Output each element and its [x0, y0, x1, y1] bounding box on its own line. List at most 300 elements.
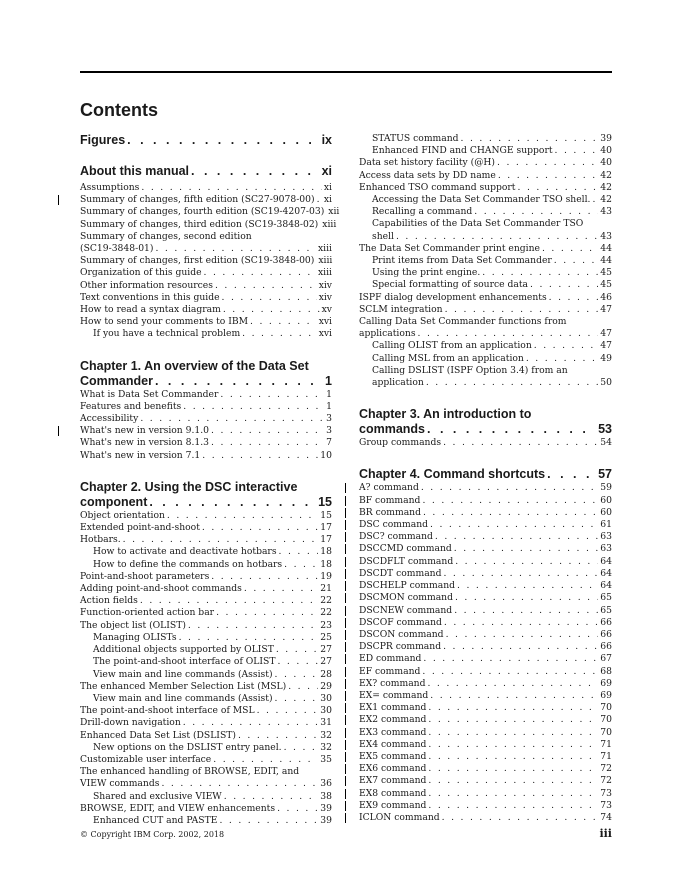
toc-entry-changed[interactable]: [359, 678, 612, 690]
toc-page: 15: [318, 494, 332, 509]
toc-leader: [428, 763, 598, 775]
toc-page: xi: [323, 194, 332, 206]
toc-entry-text: How to activate and deactivate hotbars: [93, 546, 277, 558]
toc-entry-text: What's new in version 8.1.3: [80, 437, 210, 449]
toc-entry-text: View main and line commands (Assist): [93, 668, 273, 680]
toc-entry-changed[interactable]: [359, 617, 612, 629]
toc-heading-chapter4[interactable]: [359, 467, 612, 482]
toc-entry[interactable]: [80, 413, 332, 425]
toc-page: 74: [600, 811, 612, 823]
toc-entry[interactable]: [80, 705, 332, 717]
toc-entry-text: EX4 command: [359, 738, 427, 750]
toc-page: 60: [600, 506, 612, 518]
toc-entry[interactable]: [80, 510, 332, 522]
toc-entry-changed[interactable]: [359, 543, 612, 555]
toc-entry[interactable]: [80, 437, 332, 449]
toc-subentry[interactable]: [359, 377, 612, 389]
toc-entry-text: Accessing the Data Set Commander TSO shell.: [372, 194, 591, 206]
toc-entry-changed[interactable]: [359, 605, 612, 617]
toc-entry-text: DSCDFLT command: [359, 555, 454, 567]
toc-entry[interactable]: [80, 243, 332, 255]
toc-heading-label: commands: [359, 422, 425, 437]
toc-entry[interactable]: [80, 681, 332, 693]
toc-entry[interactable]: [80, 292, 332, 304]
toc-entry-changed[interactable]: [359, 531, 612, 543]
toc-entry-text: What is Data Set Commander: [80, 388, 219, 400]
toc-entry-changed[interactable]: [359, 702, 612, 714]
toc-leader: [155, 243, 316, 255]
toc-entry-text: Accessibility: [80, 413, 139, 425]
toc-entry[interactable]: [80, 607, 332, 619]
toc-page: 32: [320, 741, 332, 753]
toc-entry-text: DSCOF command: [359, 616, 442, 628]
toc-entry-line1[interactable]: The enhanced handling of BROWSE, EDIT, and: [80, 766, 300, 778]
toc-entry[interactable]: [80, 803, 332, 815]
toc-page: 69: [600, 677, 612, 689]
toc-leader: [454, 543, 599, 555]
toc-leader: [455, 556, 598, 568]
toc-entry-text: Drill-down navigation: [80, 717, 181, 729]
toc-page: 71: [600, 738, 612, 750]
toc-leader: [518, 182, 599, 194]
toc-entry-text: EX2 command: [359, 714, 427, 726]
toc-page: 15: [320, 509, 332, 521]
toc-leader: [183, 401, 324, 413]
toc-leader: [443, 568, 598, 580]
toc-page: 17: [320, 534, 332, 546]
toc-page: 54: [600, 437, 612, 449]
toc-leader: [191, 164, 320, 179]
toc-leader: [211, 437, 324, 449]
toc-entry-text: Organization of this guide: [80, 267, 202, 279]
toc-leader: [317, 194, 322, 206]
toc-entry-line1[interactable]: Capabilities of the Data Set Commander TSO: [372, 218, 584, 230]
toc-subentry[interactable]: [359, 145, 612, 157]
toc-leader: [592, 194, 598, 206]
toc-page: 66: [600, 628, 612, 640]
toc-page: 36: [320, 778, 332, 790]
toc-entry-text: EX= command: [359, 689, 429, 701]
toc-page: 25: [320, 631, 332, 643]
toc-entry-text: Features and benefits: [80, 400, 182, 412]
toc-entry-line1[interactable]: Summary of changes, second edition: [80, 230, 252, 242]
toc-entry-text: EX3 command: [359, 726, 427, 738]
toc-page: ix: [321, 133, 332, 147]
toc-entry[interactable]: [80, 583, 332, 595]
toc-page: 73: [600, 787, 612, 799]
toc-entry[interactable]: [359, 170, 612, 182]
toc-entry-text: Summary of changes, first edition (SC19-3848-00): [80, 255, 315, 267]
toc-entry-changed[interactable]: [359, 739, 612, 751]
toc-page: 35: [320, 753, 332, 765]
toc-entry[interactable]: [80, 522, 332, 534]
toc-entry[interactable]: [80, 754, 332, 766]
toc-entry-text: Managing OLISTs: [93, 631, 177, 643]
toc-page: 50: [600, 377, 612, 389]
toc-entry-changed[interactable]: [359, 556, 612, 568]
toc-chapter3-title-line1[interactable]: Chapter 3. An introduction to: [359, 407, 532, 422]
toc-entry-text: DSCON command: [359, 628, 444, 640]
toc-page: 1: [326, 388, 332, 400]
toc-subentry[interactable]: [359, 267, 612, 279]
toc-entry-text: Enhanced Data Set List (DSLIST): [80, 729, 236, 741]
toc-leader: [497, 157, 598, 169]
toc-entry-changed[interactable]: [80, 425, 332, 437]
toc-page: 70: [600, 714, 612, 726]
toc-page: 18: [320, 546, 332, 558]
toc-entry-text: DSCMON command: [359, 592, 453, 604]
toc-entry-text: Text conventions in this guide: [80, 291, 220, 303]
toc-subentry[interactable]: [80, 693, 332, 705]
toc-page: 65: [600, 604, 612, 616]
toc-page: 47: [600, 328, 612, 340]
toc-leader: [183, 717, 319, 729]
toc-page: 63: [600, 531, 612, 543]
toc-entry-text: STATUS command: [372, 133, 459, 144]
toc-leader: [188, 620, 318, 632]
toc-entry-changed[interactable]: [359, 727, 612, 739]
toc-heading-label: About this manual: [80, 164, 190, 178]
toc-page: 45: [600, 279, 612, 291]
toc-heading-chapter3[interactable]: [359, 422, 612, 437]
toc-subentry[interactable]: [80, 559, 332, 571]
toc-leader: [238, 730, 318, 742]
toc-leader: [422, 495, 598, 507]
toc-subentry[interactable]: [80, 644, 332, 656]
toc-page: 43: [600, 230, 612, 242]
toc-entry-changed[interactable]: [359, 788, 612, 800]
toc-entry-changed[interactable]: [359, 690, 612, 702]
toc-leader: [223, 304, 320, 316]
toc-entry-text: If you have a technical problem: [93, 328, 241, 340]
toc-page: 67: [600, 653, 612, 665]
toc-chapter2-title-line1[interactable]: Chapter 2. Using the DSC interactive: [80, 479, 298, 494]
toc-page: 64: [600, 580, 612, 592]
toc-leader: [123, 534, 319, 546]
toc-entry-text: Enhanced FIND and CHANGE support: [372, 145, 553, 157]
toc-page: 39: [600, 133, 612, 144]
toc-entry-text: The Data Set Commander print engine: [359, 242, 540, 254]
toc-leader: [276, 644, 318, 656]
toc-page: xi: [323, 182, 332, 193]
toc-leader: [167, 510, 318, 522]
toc-entry-changed[interactable]: [359, 763, 612, 775]
toc-entry-text: DSC command: [359, 519, 428, 531]
toc-entry[interactable]: [80, 389, 332, 401]
toc-entry[interactable]: [359, 157, 612, 169]
toc-leader: [421, 482, 598, 494]
toc-entry-line1[interactable]: Calling Data Set Commander functions from: [359, 316, 567, 328]
toc-subentry[interactable]: [80, 742, 332, 754]
toc-entry[interactable]: [80, 571, 332, 583]
toc-page: 7: [326, 437, 332, 449]
toc-entry-text: Data set history facility (@H): [359, 157, 496, 169]
toc-page: 17: [320, 522, 332, 534]
toc-right-column: [359, 133, 612, 824]
toc-leader: [141, 182, 322, 194]
toc-entry-changed[interactable]: [359, 653, 612, 665]
toc-heading-label: component: [80, 494, 148, 509]
toc-subentry[interactable]: [359, 133, 612, 145]
toc-leader: [430, 690, 598, 702]
toc-leader: [428, 727, 598, 739]
toc-entry[interactable]: [80, 717, 332, 729]
toc-entry[interactable]: [80, 730, 332, 742]
toc-subentry[interactable]: [80, 328, 332, 340]
toc-subentry[interactable]: [359, 206, 612, 218]
toc-subentry[interactable]: [359, 255, 612, 267]
toc-page: 42: [600, 169, 612, 181]
toc-leader: [427, 422, 596, 437]
toc-entry-text: A? command: [359, 482, 419, 494]
toc-entry[interactable]: [80, 778, 332, 790]
toc-entry-text: EX8 command: [359, 787, 427, 799]
toc-entry[interactable]: [80, 304, 332, 316]
toc-entry[interactable]: [359, 243, 612, 255]
toc-entry-text: Object orientation: [80, 509, 165, 521]
toc-leader: [220, 389, 324, 401]
toc-page: 1: [325, 373, 332, 388]
toc-page: 64: [600, 555, 612, 567]
toc-leader: [547, 467, 596, 482]
toc-page: 53: [598, 422, 612, 437]
toc-entry-changed[interactable]: [359, 482, 612, 494]
toc-leader: [202, 450, 318, 462]
toc-leader: [211, 571, 318, 583]
toc-entry-text: Customizable user interface: [80, 753, 212, 765]
toc-entry[interactable]: [359, 182, 612, 194]
toc-leader: [457, 580, 598, 592]
toc-leader: [443, 437, 598, 449]
page-number: iii: [599, 827, 612, 840]
toc-leader: [422, 666, 598, 678]
toc-subentry[interactable]: [359, 340, 612, 352]
toc-leader: [279, 546, 319, 558]
toc-entry-changed[interactable]: [359, 495, 612, 507]
toc-entry-changed[interactable]: [80, 194, 332, 206]
toc-leader: [534, 340, 599, 352]
toc-page: 28: [320, 668, 332, 680]
toc-entry-changed[interactable]: [359, 800, 612, 812]
toc-heading-chapter1[interactable]: [80, 374, 332, 389]
toc-leader: [396, 231, 598, 243]
toc-page: 23: [320, 619, 332, 631]
toc-entry-changed[interactable]: [359, 580, 612, 592]
toc-entry-text: The enhanced Member Selection List (MSL): [80, 680, 287, 692]
toc-leader: [202, 522, 318, 534]
toc-entry[interactable]: [80, 206, 340, 218]
toc-entry-text: Summary of changes, fourth edition (SC19-4207-03): [80, 206, 325, 218]
toc-page: 29: [320, 680, 332, 692]
toc-left-column: [80, 133, 340, 827]
toc-entry[interactable]: [80, 218, 337, 231]
toc-entry-text: EX9 command: [359, 799, 427, 811]
toc-leader: [257, 705, 319, 717]
toc-entry-changed[interactable]: [359, 568, 612, 580]
toc-entry-text: Extended point-and-shoot: [80, 522, 200, 534]
toc-entry-text: Adding point-and-shoot commands: [80, 583, 242, 595]
toc-leader: [288, 681, 318, 693]
toc-entry-text: EF command: [359, 665, 421, 677]
toc-page: xii: [328, 206, 340, 218]
toc-entry-text: Print items from Data Set Commander: [372, 255, 552, 267]
toc-chapter1-title-line1[interactable]: Chapter 1. An overview of the Data Set: [80, 358, 309, 373]
toc-entry-text: Point-and-shoot parameters: [80, 570, 210, 582]
toc-page: 38: [320, 790, 332, 802]
toc-entry-text: applications: [359, 328, 416, 340]
toc-entry-changed[interactable]: [359, 641, 612, 653]
toc-page: xvi: [318, 316, 332, 328]
toc-leader: [140, 595, 318, 607]
toc-page: 42: [600, 181, 612, 193]
toc-page: 42: [600, 194, 612, 206]
toc-leader: [444, 617, 598, 629]
toc-leader: [428, 788, 598, 800]
toc-leader: [428, 800, 598, 812]
toc-entry[interactable]: [80, 316, 332, 328]
toc-entry-changed[interactable]: [359, 507, 612, 519]
toc-leader: [549, 292, 599, 304]
toc-page: 1: [326, 400, 332, 412]
toc-page: 22: [320, 595, 332, 607]
toc-subentry[interactable]: [359, 194, 612, 206]
toc-page: 3: [326, 413, 332, 425]
toc-page: 40: [600, 157, 612, 169]
toc-entry-text: BROWSE, EDIT, and VIEW enhancements: [80, 802, 276, 814]
toc-leader: [216, 607, 318, 619]
toc-page: 66: [600, 641, 612, 653]
toc-page: 61: [600, 519, 612, 531]
toc-entry[interactable]: [359, 304, 612, 316]
toc-page: 27: [320, 656, 332, 668]
toc-leader: [242, 328, 317, 340]
toc-page: 60: [600, 494, 612, 506]
toc-page: 65: [600, 592, 612, 604]
toc-page: xiii: [318, 267, 332, 279]
toc-entry-text: EX? command: [359, 677, 426, 689]
toc-leader: [427, 678, 598, 690]
toc-page: 66: [600, 616, 612, 628]
toc-entry[interactable]: [359, 437, 612, 449]
toc-entry-text: DSC? command: [359, 531, 433, 543]
toc-entry-text: ISPF dialog development enhancements: [359, 291, 547, 303]
toc-entry[interactable]: [80, 255, 332, 267]
toc-leader: [204, 267, 316, 279]
toc-subentry[interactable]: [80, 791, 332, 803]
toc-entry-changed[interactable]: [359, 714, 612, 726]
toc-leader: [418, 328, 599, 340]
toc-page: 45: [600, 267, 612, 279]
toc-entry-changed[interactable]: [359, 812, 612, 824]
toc-entry-text: What's new in version 7.1: [80, 449, 201, 461]
toc-entry-text: BR command: [359, 506, 421, 518]
toc-page: 70: [600, 726, 612, 738]
toc-entry-text: The object list (OLIST): [80, 619, 186, 631]
toc-entry-text: The point-and-shoot interface of OLIST: [93, 656, 276, 668]
toc-entry[interactable]: [80, 620, 332, 632]
toc-subentry[interactable]: [80, 632, 332, 644]
toc-entry[interactable]: [80, 280, 332, 292]
toc-entry-changed[interactable]: [359, 592, 612, 604]
toc-entry[interactable]: [359, 292, 612, 304]
toc-page: 43: [600, 206, 612, 218]
toc-entry-text: Action fields: [80, 595, 138, 607]
toc-leader: [224, 791, 319, 803]
toc-entry-changed[interactable]: [359, 666, 612, 678]
toc-entry-text: Summary of changes, fifth edition (SC27-9078-00): [80, 194, 315, 206]
toc-entry-text: DSCCMD command: [359, 543, 452, 555]
toc-entry[interactable]: [80, 267, 332, 279]
toc-entry-text: Summary of changes, third edition (SC19-3848-02): [80, 218, 319, 230]
toc-entry[interactable]: [80, 450, 332, 462]
toc-leader: [215, 280, 317, 292]
toc-entry-text: EX7 command: [359, 775, 427, 787]
toc-heading-about[interactable]: [80, 164, 332, 179]
toc-leader: [275, 693, 319, 705]
toc-leader: [423, 653, 598, 665]
toc-page: xv: [321, 304, 332, 316]
toc-page: 57: [598, 467, 612, 482]
toc-subentry[interactable]: [359, 231, 612, 243]
toc-subentry[interactable]: [359, 353, 612, 365]
toc-leader: [461, 133, 599, 145]
toc-entry[interactable]: [80, 595, 332, 607]
toc-entry-text: ED command: [359, 653, 422, 665]
toc-entry-text: SCLM integration: [359, 303, 443, 315]
toc-page: 40: [600, 145, 612, 157]
toc-entry-text: Access data sets by DD name: [359, 169, 496, 181]
toc-leader: [222, 292, 317, 304]
toc-entry-text: What's new in version 9.1.0: [80, 425, 210, 437]
toc-subentry[interactable]: [80, 815, 332, 827]
toc-entry[interactable]: [359, 328, 612, 340]
toc-entry-changed[interactable]: [359, 751, 612, 763]
toc-subentry[interactable]: [80, 669, 332, 681]
toc-page: 68: [600, 665, 612, 677]
toc-page: 59: [600, 482, 612, 494]
toc-leader: [555, 145, 599, 157]
toc-entry[interactable]: [80, 182, 332, 194]
toc-subentry[interactable]: [80, 656, 332, 668]
toc-subentry[interactable]: [359, 279, 612, 291]
toc-leader: [140, 413, 324, 425]
toc-page: 30: [320, 705, 332, 717]
toc-leader: [498, 170, 598, 182]
toc-page: 19: [320, 570, 332, 582]
toc-entry-changed[interactable]: [359, 775, 612, 787]
toc-entry-changed[interactable]: [359, 519, 612, 531]
toc-entry[interactable]: [80, 401, 332, 413]
toc-page: 10: [320, 449, 332, 461]
toc-entry-text: Assumptions: [80, 182, 140, 193]
toc-entry[interactable]: [80, 534, 332, 546]
toc-leader: [250, 316, 317, 328]
toc-page: 71: [600, 750, 612, 762]
toc-entry-text: shell: [372, 230, 394, 242]
toc-heading-chapter2[interactable]: [80, 495, 332, 510]
toc-entry-changed[interactable]: [359, 629, 612, 641]
toc-entry-text: ICLON command: [359, 811, 440, 823]
toc-entry-text: How to send your comments to IBM: [80, 316, 249, 328]
toc-entry-line1[interactable]: Calling DSLIST (ISPF Option 3.4) from an: [372, 364, 568, 376]
toc-entry-text: Other information resources: [80, 279, 213, 291]
toc-heading-figures[interactable]: [80, 133, 332, 148]
toc-heading-label: Figures: [80, 133, 126, 147]
toc-subentry[interactable]: [80, 546, 332, 558]
top-rule: [80, 71, 612, 73]
toc-entry-text: View main and line commands (Assist): [93, 692, 273, 704]
toc-page: 70: [600, 702, 612, 714]
